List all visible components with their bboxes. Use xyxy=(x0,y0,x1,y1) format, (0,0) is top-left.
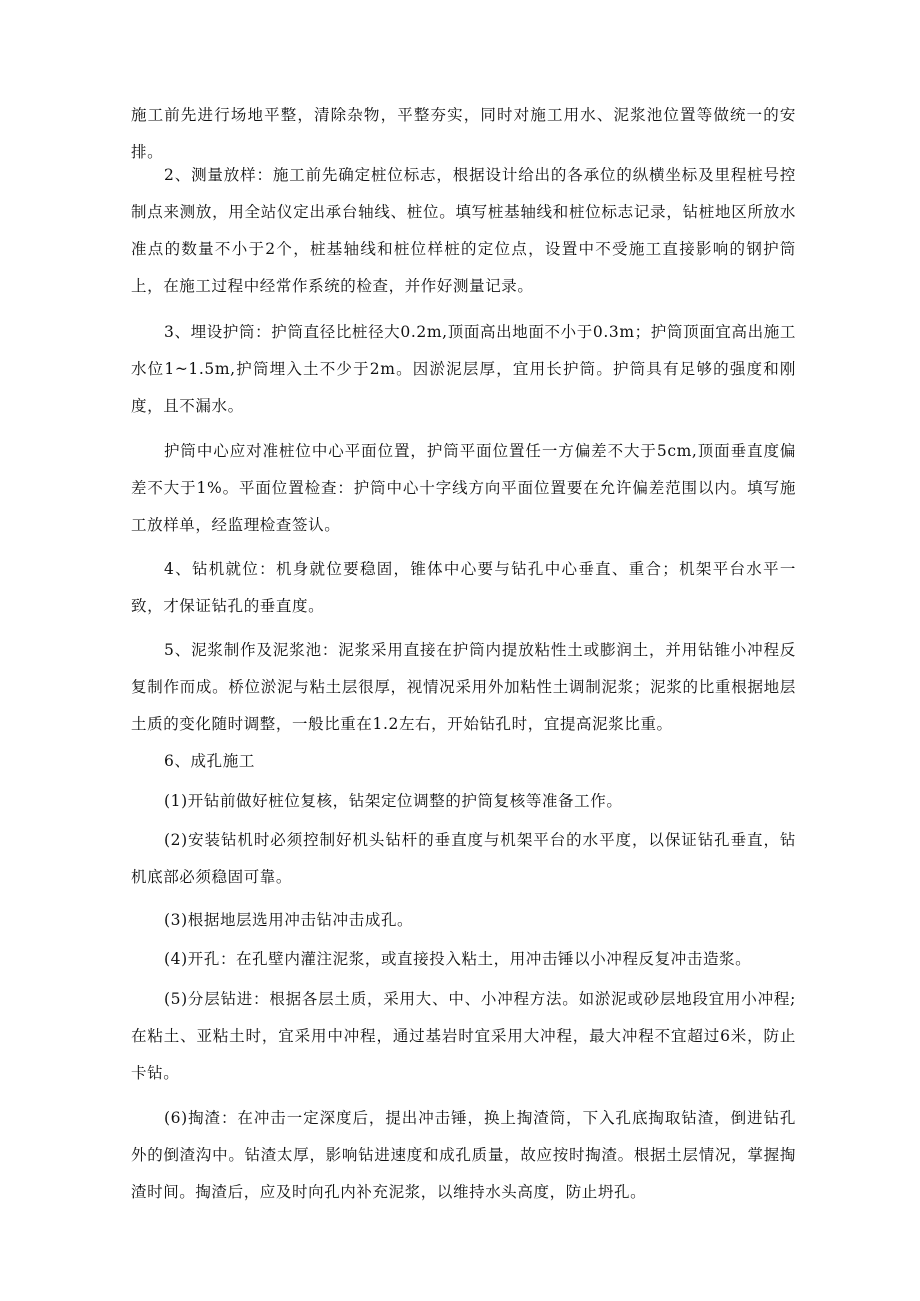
paragraph-item-4: (4)开孔：在孔壁内灌注泥浆，或直接投入粘土，用冲击锤以小冲程反复冲击造浆。 xyxy=(164,950,752,968)
paragraph-item-2: (2)安装钻机时必须控制好机头钻杆的垂直度与机架平台的水平度，以保证钻孔垂直，钻机底部必须稳固可靠。 xyxy=(131,831,796,886)
paragraph-site-preparation: 施工前先进行场地平整，清除杂物，平整夯实，同时对施工用水、泥浆池位置等做统一的安排。 xyxy=(131,106,796,161)
paragraph-casing-alignment: 护筒中心应对准桩位中心平面位置，护筒平面位置任一方偏差不大于5cm,顶面垂直度偏差不大于1%。平面位置检查：护筒中心十字线方向平面位置要在允许偏差范围以内。填写施工放样单，经监理检查签认。 xyxy=(131,442,796,534)
paragraph-item-6: (6)掏渣：在冲击一定深度后，提出冲击锤，换上掏渣筒，下入孔底掏取钻渣，倒进钻孔外的倒渣沟中。钻渣太厚，影响钻进速度和成孔质量，故应按时掏渣。根据土层情况，掌握掏渣时间。掏渣后，应及时向孔内补充泥浆，以维持水头高度，防止坍孔。 xyxy=(131,1109,796,1201)
paragraph-hole-forming-heading: 6、成孔施工 xyxy=(164,752,255,770)
paragraph-survey-layout: 2、测量放样：施工前先确定桩位标志，根据设计给出的各承位的纵横坐标及里程桩号控制点来测放，用全站仪定出承台轴线、桩位。填写桩基轴线和桩位标志记录，钻桩地区所放水准点的数量不小于2个，桩基轴线和桩位样桩的定位点，设置中不受施工直接影响的钢护筒上，在施工过程中经常作系统的检查，并作好测量记录。 xyxy=(131,166,796,295)
paragraph-item-5: (5)分层钻进：根据各层土质，采用大、中、小冲程方法。如淤泥或砂层地段宜用小冲程;在粘土、亚粘土时，宜采用中冲程，通过基岩时宜采用大冲程，最大冲程不宜超过6米，防止卡钻。 xyxy=(131,990,796,1082)
paragraph-casing-burial: 3、埋设护筒：护筒直径比桩径大0.2m,顶面高出地面不小于0.3m；护筒顶面宜高出施工水位1~1.5m,护筒埋入土不少于2m。因淤泥层厚，宜用长护筒。护筒具有足够的强度和刚度，且不漏水。 xyxy=(131,323,796,415)
paragraph-item-3: (3)根据地层选用冲击钻冲击成孔。 xyxy=(164,911,414,929)
paragraph-rig-positioning: 4、钻机就位：机身就位要稳固，锥体中心要与钻孔中心垂直、重合；机架平台水平一致，才保证钻孔的垂直度。 xyxy=(131,560,796,615)
paragraph-slurry-preparation: 5、泥浆制作及泥浆池：泥浆采用直接在护筒内提放粘性土或膨润土，并用钻锥小冲程反复制作而成。桥位淤泥与粘土层很厚，视情况采用外加粘性土调制泥浆；泥浆的比重根据地层土质的变化随时调整，一般比重在1.2左右，开始钻孔时，宜提高泥浆比重。 xyxy=(131,641,796,733)
paragraph-item-1: (1)开钻前做好桩位复核，钻架定位调整的护筒复核等准备工作。 xyxy=(164,792,623,810)
